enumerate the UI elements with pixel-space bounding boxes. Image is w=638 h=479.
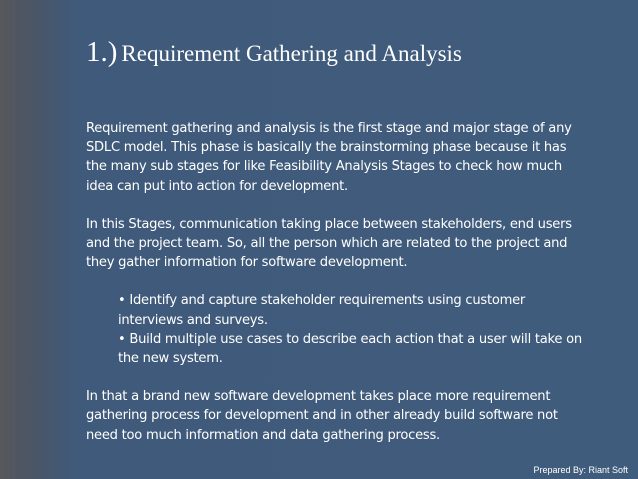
title-number: 1.) (86, 36, 118, 68)
slide-title (86, 36, 462, 69)
footer-credit: Prepared By: Riant Soft (533, 465, 628, 475)
closing-paragraph: In that a brand new software development takes place more requirement gathering process for development and in other already build software not need too much information and data gathering process. (86, 389, 558, 443)
communication-paragraph: In this Stages, communication taking place between stakeholders, end users and the project team. So, all the person which are related to the project and they gather information for software development. (86, 216, 572, 271)
slide-body (86, 119, 586, 445)
title-text: Requirement Gathering and Analysis (121, 41, 462, 66)
bullet-list (118, 291, 586, 368)
bullet-item: • Identify and capture stakeholder requirements using customer interviews and surveys. (118, 293, 526, 328)
bullet-item: • Build multiple use cases to describe each action that a user will take on the new system. (118, 331, 582, 367)
intro-paragraph: Requirement gathering and analysis is the first stage and major stage of any SDLC model. This phase is basically the brainstorming phase because it has the many sub stages for like Feasibility Analysis Stages to check how much idea can put into action for development. (86, 121, 572, 194)
